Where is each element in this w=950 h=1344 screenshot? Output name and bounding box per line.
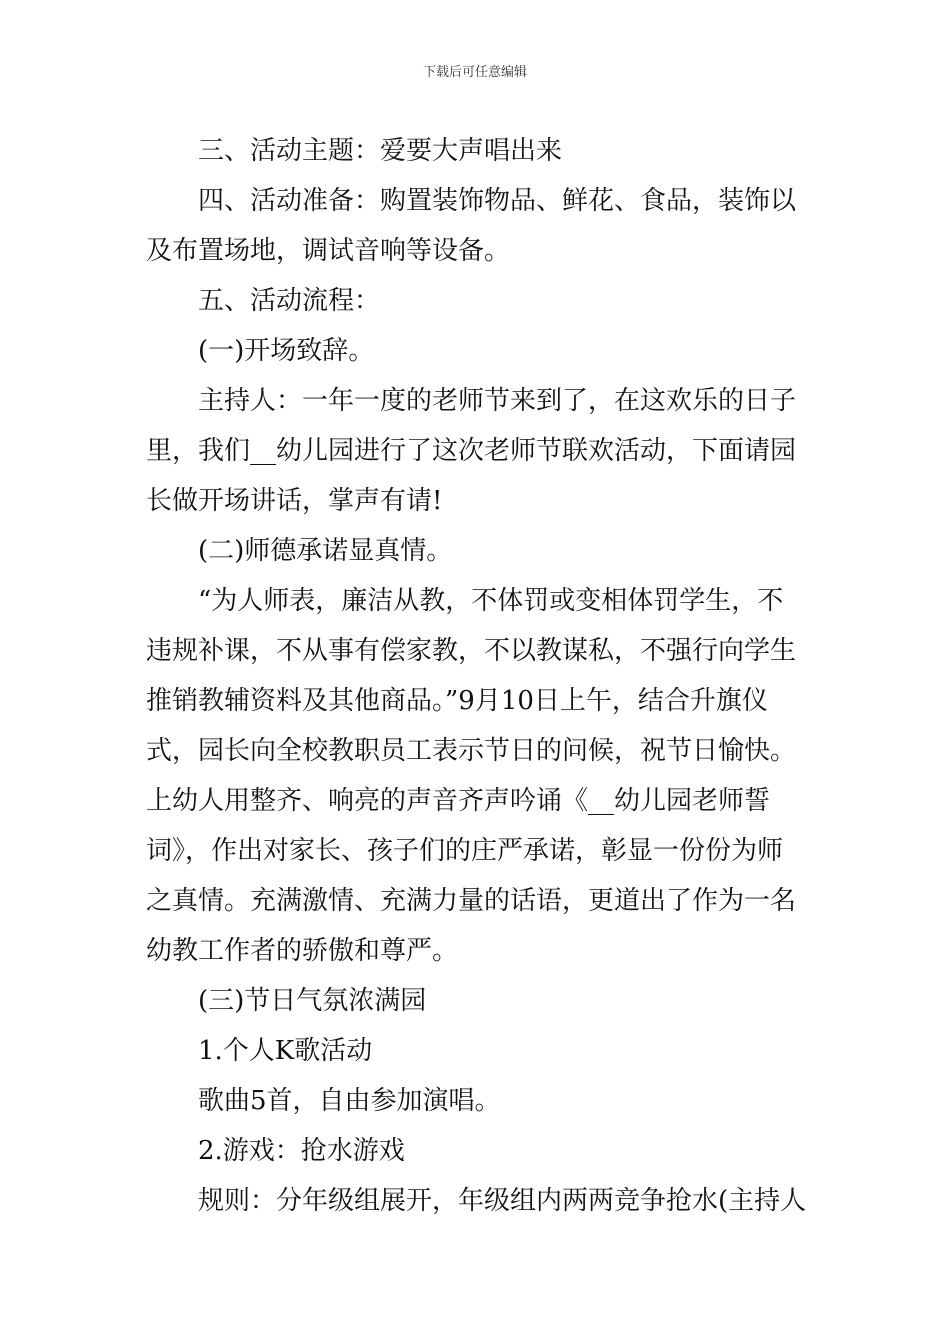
paragraph-line: 违规补课，不从事有偿家教，不以教谋私，不强行向学生 — [146, 636, 797, 666]
subsection-atmosphere: (三)节日气氛浓满园 — [198, 986, 427, 1016]
paragraph-line: 式，园长向全校教职员工表示节日的问候，祝节日愉快。 — [146, 736, 797, 766]
paragraph-line: 及布置场地，调试音响等设备。 — [146, 236, 511, 266]
paragraph-line: 推销教辅资料及其他商品。”9月10日上午，结合升旗仪 — [146, 686, 768, 716]
paragraph-line: 长做开场讲话，掌声有请! — [146, 486, 443, 516]
section-preparation: 四、活动准备：购置装饰物品、鲜花、食品，装饰以 — [198, 186, 797, 216]
item-karaoke: 1.个人K歌活动 — [198, 1036, 373, 1066]
subsection-opening: (一)开场致辞。 — [198, 336, 375, 366]
page-header: 下载后可任意编辑 — [422, 65, 527, 80]
paragraph-line: 主持人：一年一度的老师节来到了，在这欢乐的日子 — [198, 386, 797, 416]
subsection-ethics: (二)师德承诺显真情。 — [198, 536, 453, 566]
document-body — [146, 126, 810, 1226]
paragraph-line: 里，我们__幼儿园进行了这次老师节联欢活动，下面请园 — [146, 436, 797, 466]
paragraph-line: 上幼人用整齐、响亮的声音齐声吟诵《__幼儿园老师誓 — [146, 786, 771, 816]
section-process: 五、活动流程： — [198, 286, 381, 316]
paragraph-line: 歌曲5首，自由参加演唱。 — [198, 1086, 501, 1116]
paragraph-line: 之真情。充满激情、充满力量的话语，更道出了作为一名 — [146, 886, 797, 916]
paragraph-line: 幼教工作者的骄傲和尊严。 — [146, 936, 459, 966]
section-theme: 三、活动主题：爱要大声唱出来 — [198, 136, 563, 166]
paragraph-line: 规则：分年级组展开，年级组内两两竞争抢水(主持人 — [198, 1186, 807, 1216]
paragraph-line: “为人师表，廉洁从教，不体罚或变相体罚学生，不 — [198, 586, 784, 616]
paragraph-line: 词》，作出对家长、孩子们的庄严承诺，彰显一份份为师 — [146, 836, 784, 866]
item-game: 2.游戏：抢水游戏 — [198, 1136, 405, 1166]
